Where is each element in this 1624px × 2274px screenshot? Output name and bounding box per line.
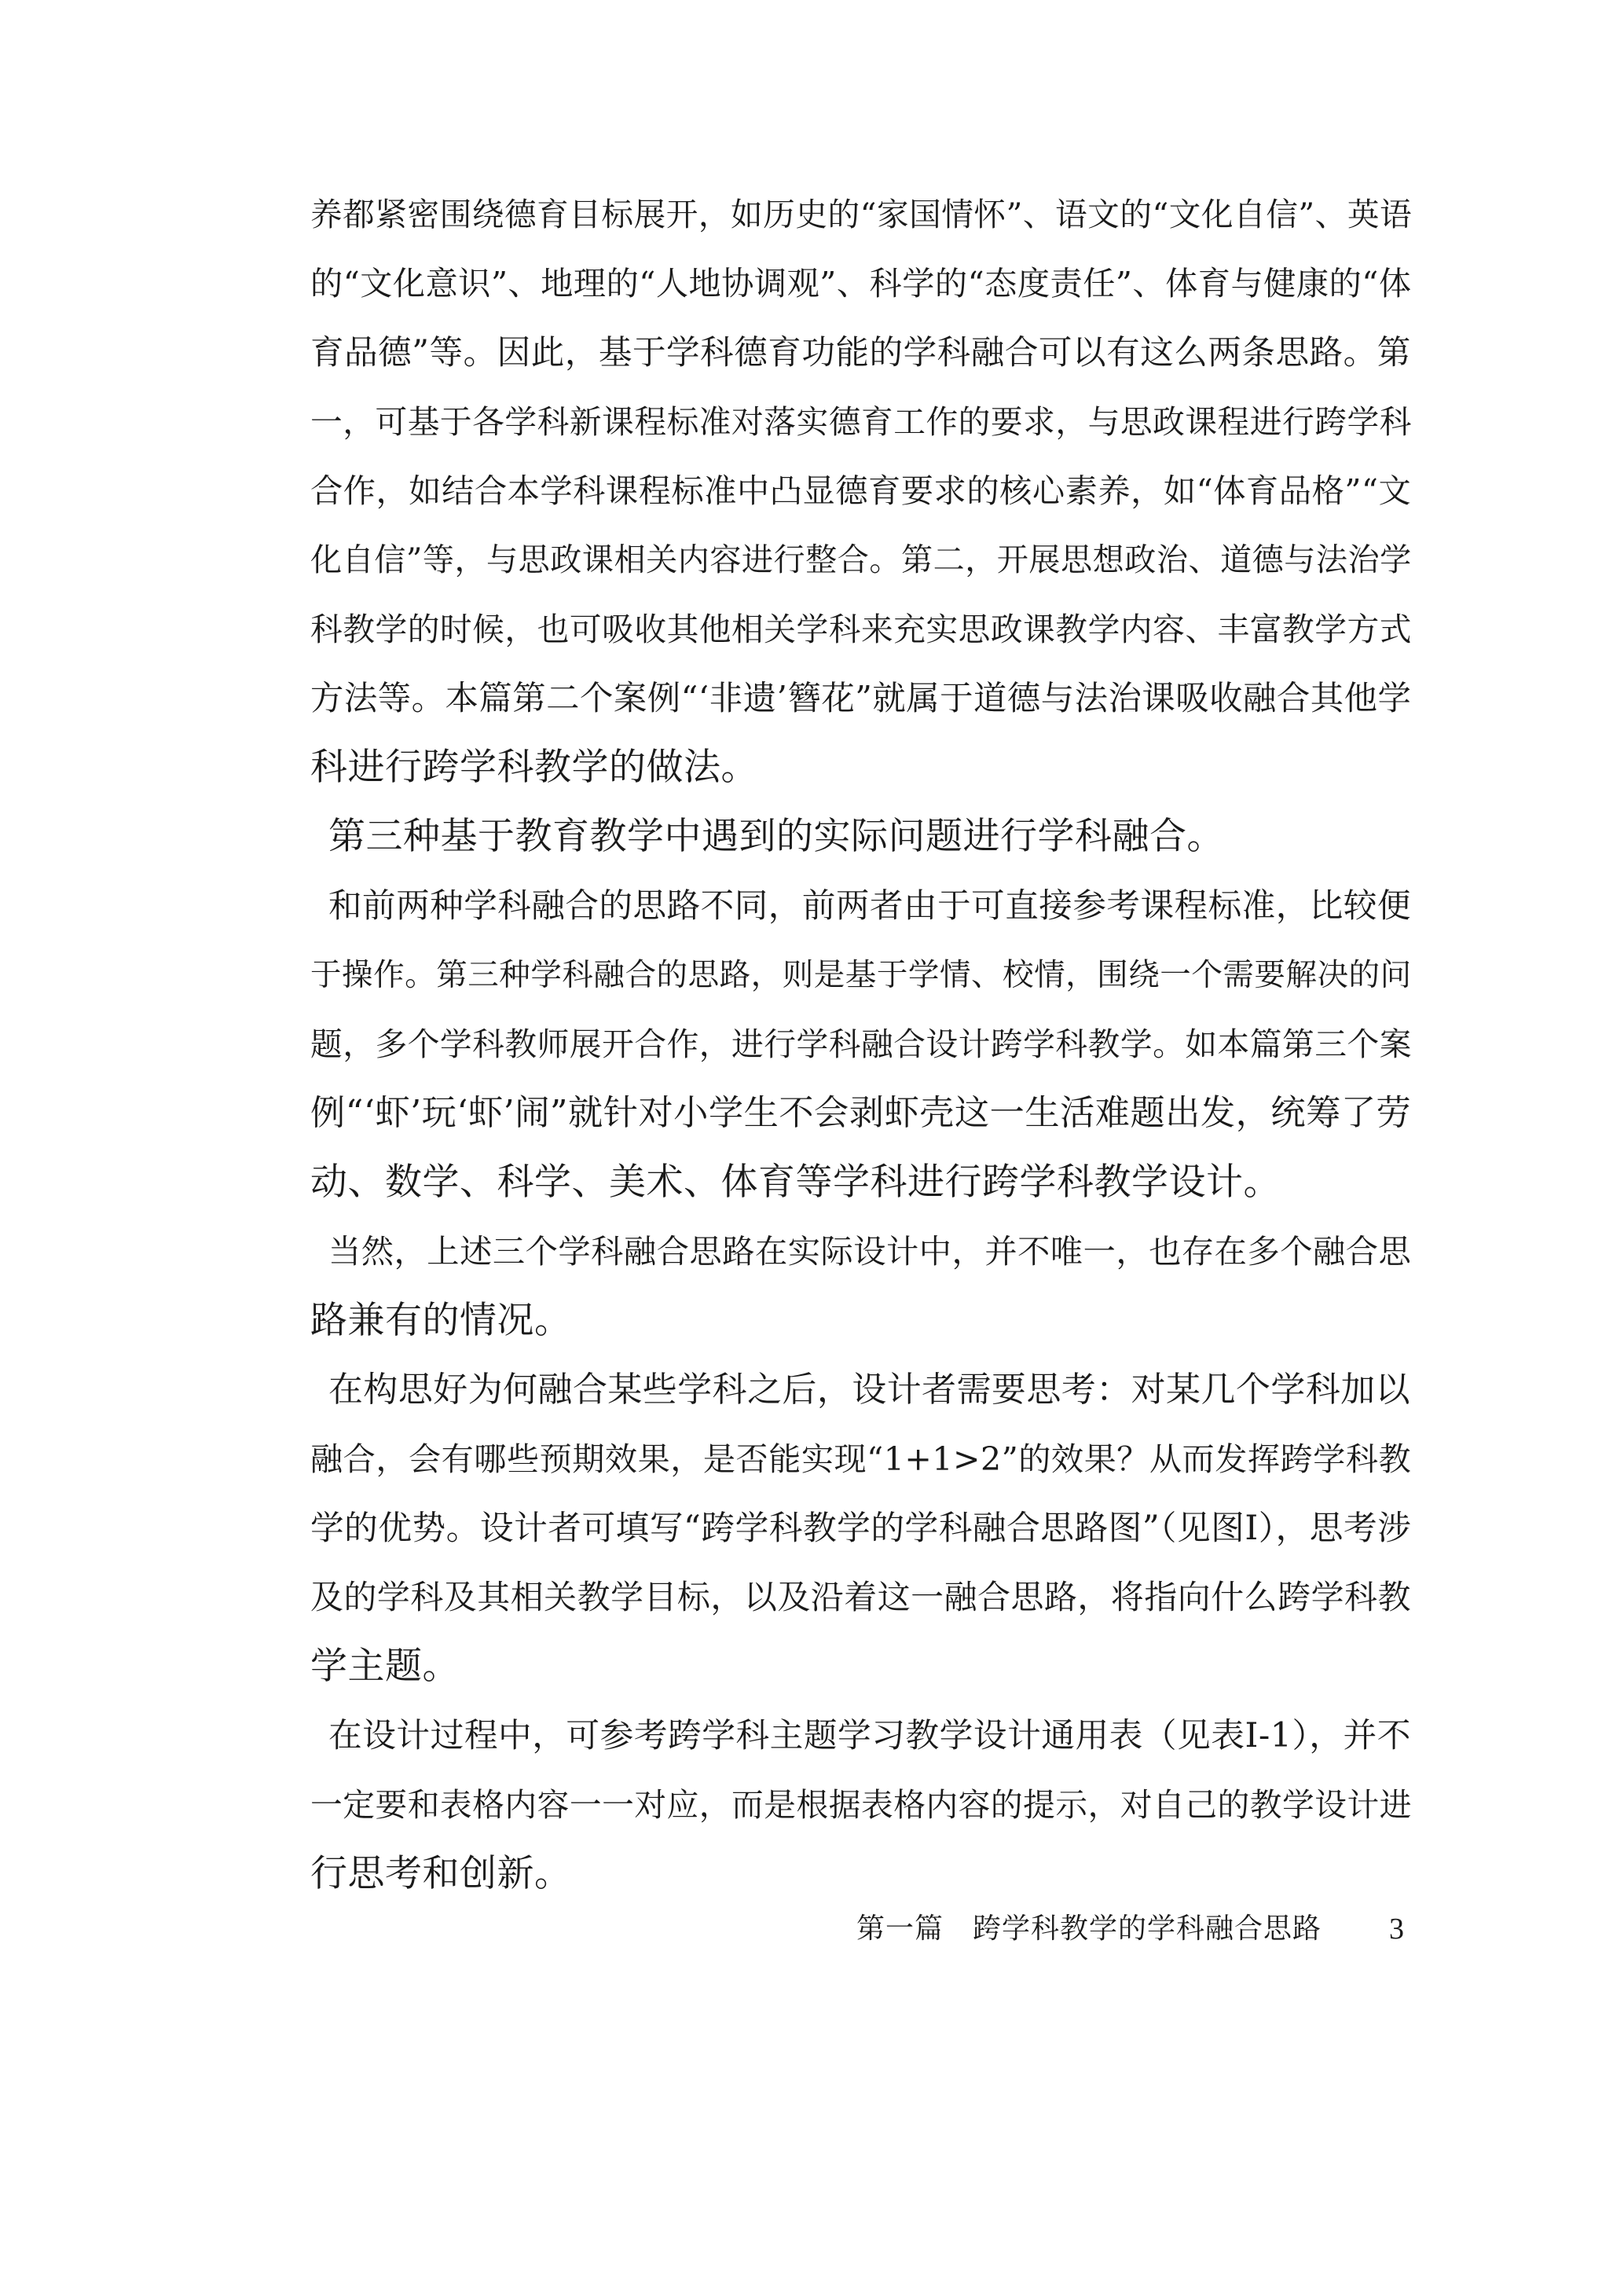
paragraph-first-line: 第三种基于教育教学中遇到的实际问题进行学科融合。	[328, 815, 1224, 858]
body-line: 学主题。	[310, 1645, 460, 1688]
paragraph-first-line: 在构思好为何融合某些学科之后，设计者需要思考：对某几个学科加以	[328, 1370, 1411, 1410]
body-line: 的“文化意识”、地理的“人地协调观”、科学的“态度责任”、体育与健康的“体	[310, 265, 1412, 303]
paragraph-first-line: 当然，上述三个学科融合思路在实际设计中，并不唯一，也存在多个融合思	[328, 1233, 1412, 1271]
body-line: 融合，会有哪些预期效果，是否能实现“1+1>2”的效果？从而发挥跨学科教	[310, 1440, 1412, 1478]
body-line: 化自信”等，与思政课相关内容进行整合。第二，开展思想政治、道德与法治学	[310, 542, 1412, 578]
body-line: 题，多个学科教师展开合作，进行学科融合设计跨学科教学。如本篇第三个案	[310, 1025, 1412, 1063]
paragraph-first-line: 和前两种学科融合的思路不同，前两者由于可直接参考课程标准，比较便	[328, 886, 1411, 926]
body-line: 学的优势。设计者可填写“跨学科教学的学科融合思路图”（见图Ⅰ），思考涉	[310, 1509, 1412, 1548]
body-line: 一，可基于各学科新课程标准对落实德育工作的要求，与思政课程进行跨学科	[310, 403, 1412, 441]
page-number: 3	[1389, 1913, 1404, 1946]
body-line: 科教学的时候，也可吸收其他相关学科来充实思政课教学内容、丰富教学方式	[310, 611, 1412, 648]
body-line: 育品德”等。因此，基于学科德育功能的学科融合可以有这么两条思路。第	[310, 333, 1411, 372]
body-line: 路兼有的情况。	[310, 1299, 572, 1342]
body-line: 养都紧密围绕德育目标展开，如历史的“家国情怀”、语文的“文化自信”、英语	[310, 196, 1413, 233]
body-line: 行思考和创新。	[310, 1852, 572, 1895]
body-line: 例“‘虾’玩‘虾’闹”就针对小学生不会剥虾壳这一生活难题出发，统筹了劳	[310, 1093, 1412, 1133]
body-line: 动、数学、科学、美术、体育等学科进行跨学科教学设计。	[310, 1161, 1281, 1204]
running-footer-title: 第一篇 跨学科教学的学科融合思路	[856, 1913, 1322, 1945]
body-line: 及的学科及其相关教学目标，以及沿着这一融合思路，将指向什么跨学科教	[310, 1578, 1411, 1616]
body-line: 方法等。本篇第二个案例“‘非遗’簪花”就属于道德与法治课吸收融合其他学	[310, 679, 1412, 717]
body-line: 一定要和表格内容一一对应，而是根据表格内容的提示，对自己的教学设计进	[310, 1786, 1412, 1824]
body-line: 合作，如结合本学科课程标准中凸显德育要求的核心素养，如“体育品格”“文	[310, 472, 1412, 510]
body-line: 科进行跨学科教学的做法。	[310, 746, 758, 789]
body-line: 于操作。第三种学科融合的思路，则是基于学情、校情，围绕一个需要解决的问	[310, 957, 1412, 993]
paragraph-first-line: 在设计过程中，可参考跨学科主题学习教学设计通用表（见表Ⅰ-1），并不	[328, 1716, 1411, 1755]
